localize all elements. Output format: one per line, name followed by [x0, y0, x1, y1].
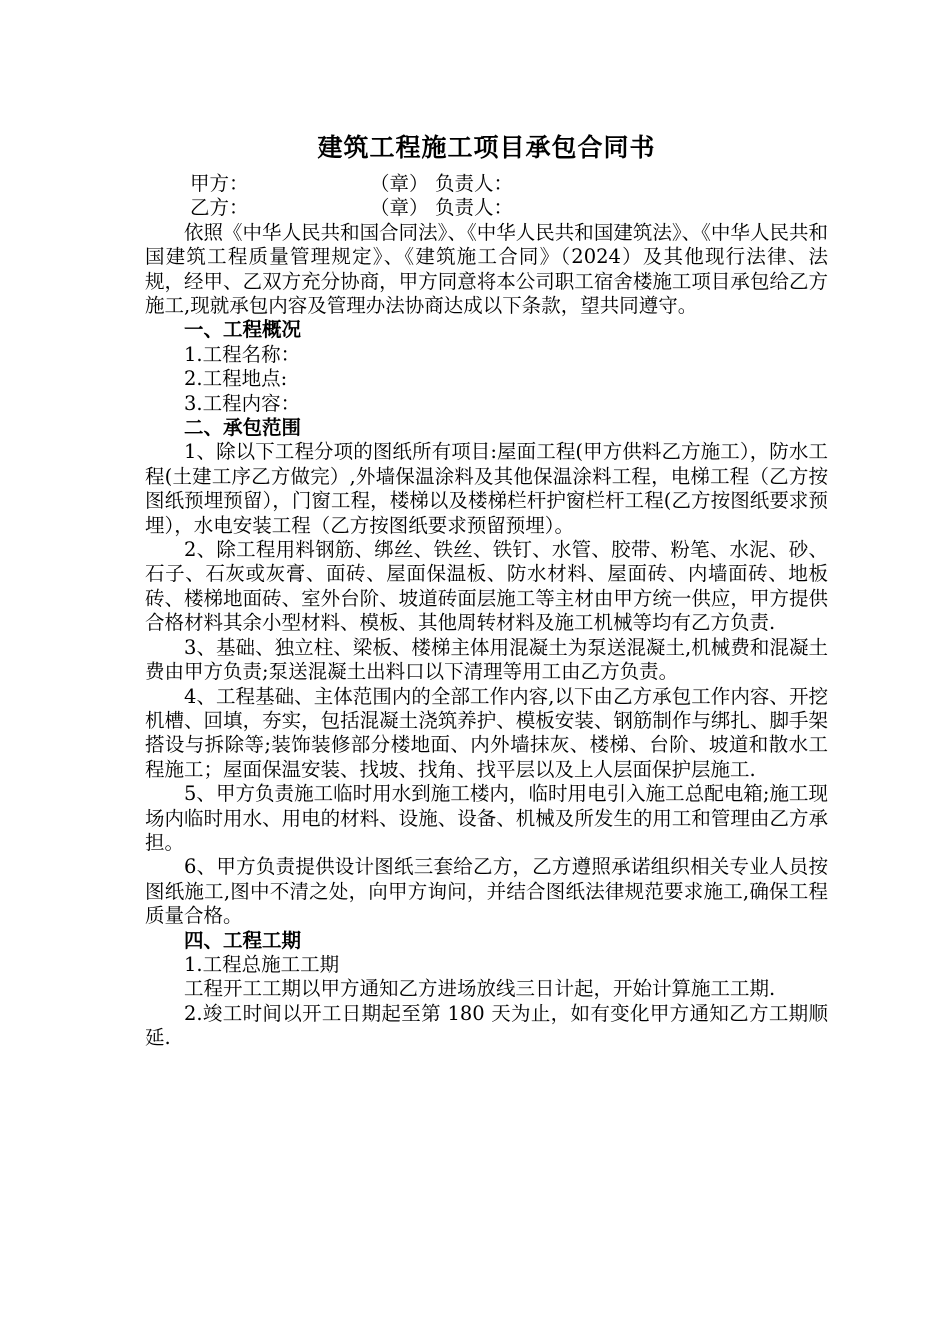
section-2-item: 4、工程基础、主体范围内的全部工作内容,以下由乙方承包工作内容、开挖机槽、回填，夯实，包括混凝土浇筑养护、模板安装、钢筋制作与绑扎、脚手架搭设与拆除等;装饰装修部分楼地面、内外墙抹灰、楼梯、台阶、坡道和散水工程施工；屋面保温安装、找坡、找角、找平层以及上人层面保护层施工.: [145, 684, 828, 781]
party-a-row: [145, 172, 828, 196]
intro-paragraph: 依照《中华人民共和国合同法》、《中华人民共和国建筑法》、《中华人民共和国建筑工程质量管理规定》、《建筑施工合同》（2024）及其他现行法律、法规，经甲、乙双方充分协商，甲方同意将本公司职工宿舍楼施工项目承包给乙方施工,现就承包内容及管理办法协商达成以下条款，望共同遵守。: [145, 220, 828, 317]
party-a-label: 甲方：: [190, 172, 249, 195]
party-b-person: 负责人：: [435, 196, 514, 220]
section-4-item: 1.工程总施工工期: [184, 952, 340, 976]
section-2-item: 5、甲方负责施工临时用水到施工楼内，临时用电引入施工总配电箱;施工现场内临时用水、用电的材料、设施、设备、机械及所发生的用工和管理由乙方承担。: [145, 782, 828, 854]
section-1-item: 2.工程地点:: [184, 367, 288, 391]
section-2-item: 2、除工程用料钢筋、绑丝、铁丝、铁钉、水管、胶带、粉笔、水泥、砂、石子、石灰或灰膏、面砖、屋面保温板、防水材料、屋面砖、内墙面砖、地板砖、楼梯地面砖、室外台阶、坡道砖面层施工等主材由甲方统一供应，甲方提供合格材料其余小型材料、模板、其他周转材料及施工机械等均有乙方负责.: [145, 538, 828, 635]
party-b-row: [145, 196, 828, 220]
section-2-item: 3、基础、独立柱、梁板、楼梯主体用混凝土为泵送混凝土,机械费和混凝土费由甲方负责;泵送混凝土出料口以下清理等用工由乙方负责。: [145, 635, 828, 684]
contract-document: [145, 128, 828, 1051]
party-a-person: 负责人：: [435, 172, 514, 195]
party-b-label: 乙方：: [190, 196, 249, 220]
section-1-heading: 一、工程概况: [184, 318, 302, 342]
party-b-seal: （章）: [370, 196, 429, 220]
section-2-item: 6、甲方负责提供设计图纸三套给乙方，乙方遵照承诺组织相关专业人员按图纸施工,图中不清之处，向甲方询问，并结合图纸法律规范要求施工,确保工程质量合格。: [145, 855, 828, 928]
section-1-item: 3.工程内容：: [184, 391, 301, 415]
party-a-seal: （章）: [370, 172, 429, 195]
section-4-item: 2.竣工时间以开工日期起至第 180 天为止，如有变化甲方通知乙方工期顺延.: [145, 1001, 828, 1050]
section-1-item: 1.工程名称：: [184, 342, 301, 366]
document-title: 建筑工程施工项目承包合同书: [317, 133, 656, 162]
section-2-item: 1、除以下工程分项的图纸所有项目:屋面工程(甲方供料乙方施工），防水工程(土建工序乙方做完）,外墙保温涂料及其他保温涂料工程，电梯工程（乙方按图纸预埋预留），门窗工程，楼梯以及楼梯栏杆护窗栏杆工程(乙方按图纸要求预埋），水电安装工程（乙方按图纸要求预留预埋）。: [145, 440, 828, 537]
section-4-heading: 四、工程工期: [184, 928, 302, 952]
section-4-item: 工程开工工期以甲方通知乙方进场放线三日计起，开始计算施工工期.: [184, 977, 776, 1001]
section-2-heading: 二、承包范围: [184, 416, 302, 440]
